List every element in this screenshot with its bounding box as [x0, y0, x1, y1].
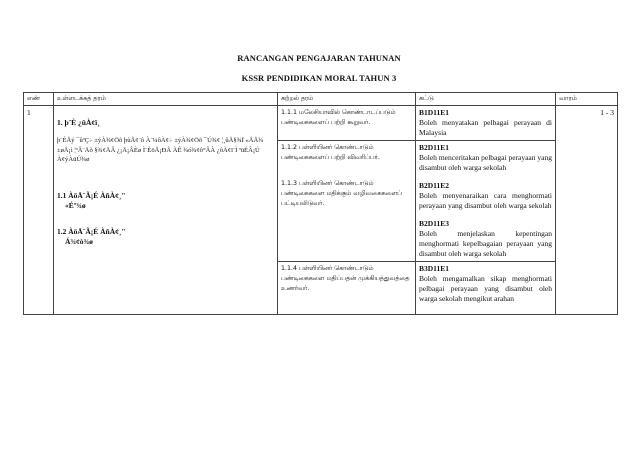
content-standard-cell: [54, 106, 278, 315]
learning-standard-2: 1.1.2 பள்ளியினர் கொண்டாடும் பண்டிகைகளைப் பற்றி விவரிப்பர்.: [281, 144, 380, 161]
page-subtitle: KSSR PENDIDIKAN MORAL TAHUN 3: [241, 73, 397, 83]
learning-standard-1: 1.1.1 மலேசியாவில் கொண்டாடப்படும் பண்டிகைகளைப் பற்றி கூறுவர்.: [278, 106, 416, 141]
row-number: 1: [24, 106, 54, 315]
kattu-code: B3D11E1: [419, 264, 450, 273]
col-learning-header: கற்றல் தரம்: [278, 93, 416, 106]
table-row: [24, 106, 618, 141]
content-heading: 1. þ¨È ¿ûÀ¢ï¸: [57, 118, 100, 127]
kattu-1: [416, 106, 556, 141]
kattu-2-4: [416, 141, 556, 262]
subcontent-2-text: Á¾¢ò¾ø: [65, 236, 93, 246]
learning-standard-2-3: [278, 141, 416, 262]
page-title: RANCANGAN PENGAJARAN TAHUNAN: [237, 53, 401, 63]
kattu-code: B2D11E3: [419, 219, 450, 228]
rpt-table: [23, 92, 618, 315]
subcontent-1-text: «Éº¾ø: [65, 200, 86, 210]
kattu-text: Boleh menyatakan pelbagai perayaan di Malaysia: [419, 118, 552, 137]
kattu-code: B1D11E1: [419, 108, 450, 117]
col-week-header: வாரம்: [556, 93, 618, 106]
kattu-code: B2D11E2: [419, 181, 450, 190]
col-number-header: எண்: [24, 93, 54, 106]
learning-standard-4: 1.1.4 பள்ளியினர் கொண்டாடும் பண்டிகைகளை மதிப்பதன் முக்கியத்துவத்தை உணர்வர்.: [278, 262, 416, 315]
content-description: þ¨ÈÅý ¯ûªÇ÷ ±ýÀ¾¢Öõ þùÅ¢¨ô À¨¼ôÀ¢÷ ±ýÀ¾¢Öõ ¯Ú¾¢ ¦¸ûÅ§¾Ï «ÅÅ¾ ±øÅ¡ì ¦ºÂ¨Äõ §¾¢ÄÂ ¿¡Ä¡ÂÈø Ì¨ÈöÅ¡ÐÃ ÀÊ ¾ó¾¢ô°ÂÀ ¿ôÀ¢ï¨Ì ªüÉÂ¡Ú À¢ýÀüÚ¾ø: [57, 137, 264, 163]
kattu-text: Boleh menceritakan pelbagai perayaan yang disambut oleh warga sekolah: [419, 153, 552, 172]
col-content-header: உள்ளடக்கத் தரம்: [54, 93, 278, 106]
week-cell: 1 - 3: [556, 106, 618, 315]
kattu-text: Boleh menyenaraikan cara menghormati perayaan yang disambut oleh warga sekolah: [419, 191, 552, 210]
col-kattu-header: கட்டு: [416, 93, 556, 106]
table-header-row: [24, 93, 618, 106]
kattu-text: Boleh mengamalkan sikap menghormati pelbagai perayaan yang disambut oleh warga sekolah mengikut arahan: [419, 274, 552, 303]
kattu-text: Boleh menjelaskan kepentingan menghormati kepelbagaian perayaan yang disambut oleh warga sekolah: [419, 229, 552, 258]
learning-standard-3: 1.1.3 பள்ளியினர் கொண்டாடும் பண்டிகைகளை மதிக்கும் வழிவகைகளைப் பட்டியலிடுவர்.: [281, 180, 402, 207]
kattu-code: B2D11E1: [419, 143, 450, 152]
subcontent-2-label: 1.2 ÀöÅ¨Ã¡É ÀñÀ¢¸": [57, 226, 126, 236]
subcontent-1-label: 1.1 ÀöÅ¨Ã¡É ÀñÀ¢¸": [57, 190, 126, 200]
kattu-5: [416, 262, 556, 315]
